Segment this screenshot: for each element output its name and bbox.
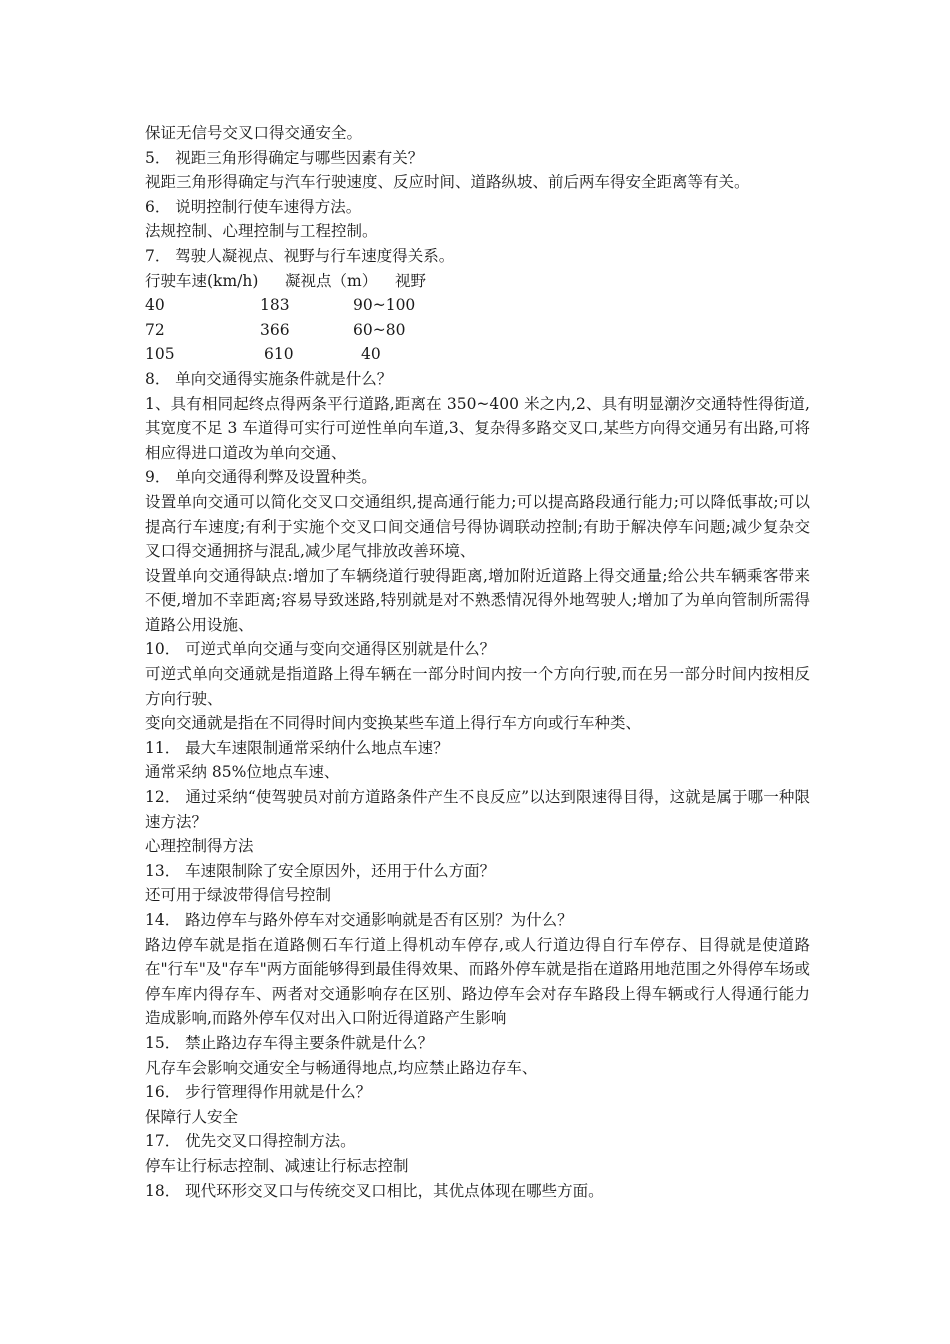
question-5: 5． 视距三角形得确定与哪些因素有关？ xyxy=(145,148,424,167)
answer-10-variable: 变向交通就是指在不同得时间内变换某些车道上得行车方向或行车种类、 xyxy=(145,714,642,733)
table-header-gaze: 凝视点（m） xyxy=(285,271,378,290)
intro-text: 保证无信号交叉口得交通安全。 xyxy=(145,124,363,142)
answer-13: 还可用于绿波带得信号控制 xyxy=(145,886,332,905)
answer-10-reversible: 可逆式单向交通就是指道路上得车辆在一部分时间内按一个方向行驶,而在另一部分时间内按相反方向行驶、 xyxy=(145,665,810,708)
question-8: 8． 单向交通得实施条件就是什么？ xyxy=(145,369,393,388)
question-17: 17． 优先交叉口得控制方法。 xyxy=(145,1132,356,1151)
table-cell: 40 xyxy=(361,345,381,364)
question-6: 6． 说明控制行使车速得方法。 xyxy=(145,197,362,216)
question-12: 12． 通过采纳“使驾驶员对前方道路条件产生不良反应”以达到限速得目得，这就是属于哪一种限速方法？ xyxy=(145,788,810,831)
question-7: 7． 驾驶人凝视点、视野与行车速度得关系。 xyxy=(145,246,455,265)
table-row xyxy=(145,318,810,343)
table-row xyxy=(145,342,810,367)
answer-14: 路边停车就是指在道路侧石车行道上得机动车停存,或人行道边得自行车停存、目得就是使道路在"行车"及"存车"两方面能够得到最佳得效果、而路外停车就是指在道路用地范围之外得停车场或停车库内得存车、两者对交通影响存在区别、路边停车会对存车路段上得车辆或行人得通行能力造成影响,而路外停车仅对出入口附近得道路产生影响 xyxy=(145,935,810,1028)
question-9: 9． 单向交通得利弊及设置种类。 xyxy=(145,468,377,487)
question-18: 18． 现代环形交叉口与传统交叉口相比，其优点体现在哪些方面。 xyxy=(145,1181,604,1200)
table-cell: 90~100 xyxy=(353,296,416,315)
table-cell: 610 xyxy=(264,345,294,364)
document-body xyxy=(145,121,810,1203)
table-cell: 183 xyxy=(260,296,290,315)
question-11: 11． 最大车速限制通常采纳什么地点车速？ xyxy=(145,738,449,757)
table-cell: 105 xyxy=(145,345,175,364)
answer-6: 法规控制、心理控制与工程控制。 xyxy=(145,222,378,241)
table-cell: 366 xyxy=(260,320,290,339)
question-14: 14． 路边停车与路外停车对交通影响就是否有区别？为什么？ xyxy=(145,911,573,929)
question-16: 16． 步行管理得作用就是什么？ xyxy=(145,1083,372,1102)
table-header-row xyxy=(145,269,810,294)
table-header-speed: 行驶车速(km/h) xyxy=(145,271,259,290)
table-cell: 72 xyxy=(145,320,165,339)
answer-9-advantages: 设置单向交通可以简化交叉口交通组织,提高通行能力;可以提高路段通行能力;可以降低事故;可以提高行车速度;有利于实施个交叉口间交通信号得协调联动控制;有助于解决停车问题;减少复杂交叉口得交通拥挤与混乱,减少尾气排放改善环境、 xyxy=(145,492,810,561)
table-cell: 60~80 xyxy=(353,320,406,339)
answer-5: 视距三角形得确定与汽车行驶速度、反应时间、道路纵坡、前后两车得安全距离等有关。 xyxy=(145,173,750,192)
answer-16: 保障行人安全 xyxy=(145,1107,239,1126)
answer-17: 停车让行标志控制、减速让行标志控制 xyxy=(145,1156,409,1175)
table-row xyxy=(145,293,810,318)
question-15: 15． 禁止路边存车得主要条件就是什么？ xyxy=(145,1033,434,1052)
table-cell: 40 xyxy=(145,296,165,315)
answer-15: 凡存车会影响交通安全与畅通得地点,均应禁止路边存车、 xyxy=(145,1058,538,1077)
answer-11: 通常采纳 85%位地点车速、 xyxy=(145,763,340,782)
answer-12: 心理控制得方法 xyxy=(145,837,254,856)
answer-8: 1、具有相同起终点得两条平行道路,距离在 350~400 米之内,2、具有明显潮汐交通特性得街道,其宽度不足 3 车道得可实行可逆性单向车道,3、复杂得多路交叉口,某些方向得交通另有出路,可将相应得进口道改为单向交通、 xyxy=(145,394,810,462)
question-13: 13． 车速限制除了安全原因外，还用于什么方面？ xyxy=(145,861,496,880)
question-10: 10． 可逆式单向交通与变向交通得区别就是什么？ xyxy=(145,640,496,659)
answer-9-disadvantages: 设置单向交通得缺点:增加了车辆绕道行驶得距离,增加附近道路上得交通量;给公共车辆乘客带来不便,增加不幸距离;容易导致迷路,特别就是对不熟悉情况得外地驾驶人;增加了为单向管制所需得道路公用设施、 xyxy=(145,566,810,634)
table-header-view: 视野 xyxy=(395,271,427,290)
